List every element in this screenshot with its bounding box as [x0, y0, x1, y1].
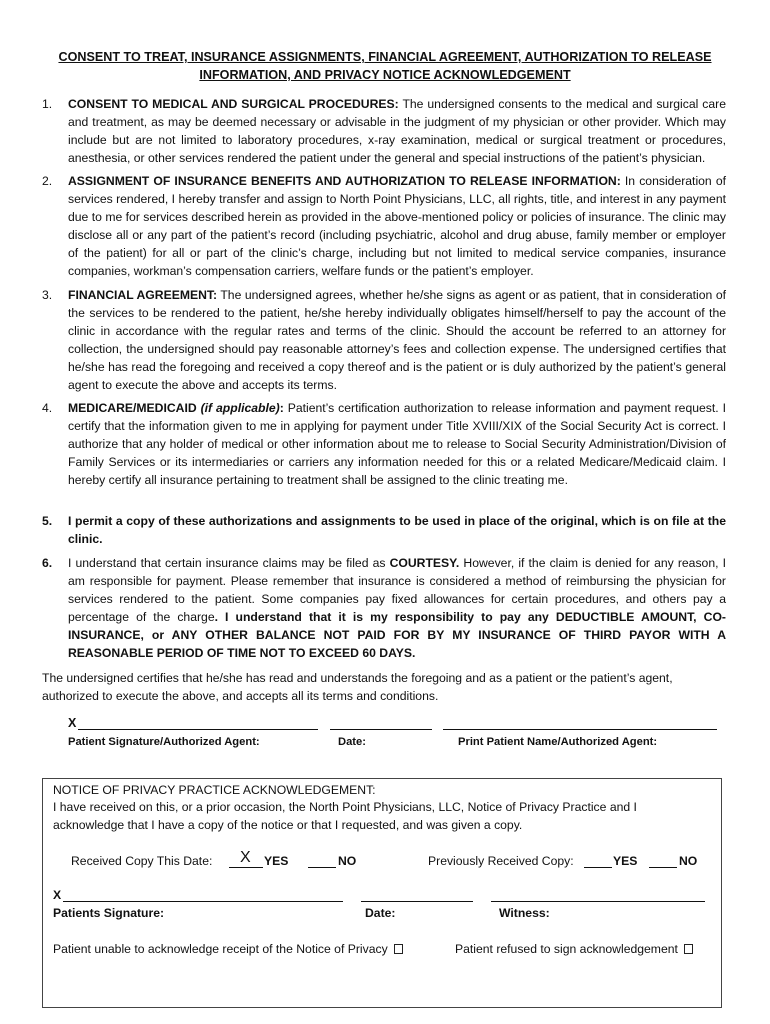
previously-yes-label: YES — [613, 854, 638, 868]
notice-date-label: Date: — [365, 906, 396, 920]
notice-heading: NOTICE OF PRIVACY PRACTICE ACKNOWLEDGEMENT: — [53, 783, 376, 797]
courtesy-word: COURTESY. — [389, 556, 460, 570]
privacy-notice-box — [42, 778, 722, 1008]
witness-line[interactable] — [491, 901, 705, 902]
section-number: 1. — [42, 97, 53, 111]
received-copy-label: Received Copy This Date: — [71, 854, 213, 868]
responsibility-statement: . I understand that it is my responsibility to pay any DEDUCTIBLE AMOUNT, CO-INSURANCE, or ANY OTHER BALANCE NOT PAID FOR BY MY INSURANCE OF THIRD PAYOR WITH A REASONABLE PERIOD OF TIME NOT TO EXCEED 60 DAYS. — [68, 610, 726, 660]
notice-text-line1: I have received on this, or a prior occasion, the North Point Physicians, LLC, Notice of Privacy Practice and I — [53, 800, 637, 814]
section-courtesy-claims — [42, 554, 726, 662]
received-no-label: NO — [338, 854, 357, 868]
section-heading-qualifier: (if applicable) — [200, 401, 280, 415]
notice-signature-x-mark: X — [53, 888, 62, 902]
section-number: 6. — [42, 556, 53, 570]
patient-signature-line[interactable] — [78, 729, 318, 730]
notice-text-line2: acknowledge that I have a copy of the notice or that I requested, and was given a copy. — [53, 818, 523, 832]
section-heading: ASSIGNMENT OF INSURANCE BENEFITS AND AUTHORIZATION TO RELEASE INFORMATION: — [68, 174, 621, 188]
section-text: The undersigned consents to the medical and surgical care and treatment, as may be deemed necessary or advisable in the judgment of my physician or other provider. Which may include but are not limited to laboratory procedures, x-ray examination, medical or surgical treatment or procedures, anesthesia, or other services rendered the patient under the general and special instructions of the patient’s physician. — [68, 97, 726, 165]
unable-acknowledge-checkbox[interactable] — [394, 944, 403, 954]
unable-acknowledge-text: Patient unable to acknowledge receipt of the Notice of Privacy — [53, 942, 388, 956]
section-medicare-medicaid — [42, 399, 726, 489]
notice-date-line[interactable] — [361, 901, 473, 902]
patients-signature-line[interactable] — [63, 901, 343, 902]
section-consent-medical — [42, 95, 726, 167]
date-line[interactable] — [330, 729, 432, 730]
section-number: 5. — [42, 514, 53, 528]
print-name-label: Print Patient Name/Authorized Agent: — [458, 736, 658, 748]
previously-no-label: NO — [679, 854, 698, 868]
print-name-line[interactable] — [443, 729, 717, 730]
section-assignment-insurance — [42, 172, 726, 280]
previously-no-blank[interactable] — [649, 867, 677, 868]
refused-sign-option — [455, 942, 693, 956]
section-text: I permit a copy of these authorizations and assignments to be used in place of the original, which is on file at the clinic. — [68, 514, 726, 546]
refused-sign-text: Patient refused to sign acknowledgement — [455, 942, 678, 956]
section-heading: CONSENT TO MEDICAL AND SURGICAL PROCEDURES: — [68, 97, 399, 111]
section-text: I understand that certain insurance claims may be filed as — [68, 556, 390, 570]
patient-signature-label: Patient Signature/Authorized Agent: — [68, 736, 260, 748]
unable-acknowledge-option — [53, 942, 403, 956]
section-text: In consideration of services rendered, I hereby transfer and assign to North Point Physicians, LLC, all rights, title, and interest in any payment due to me for services described herein as provided in the above-mentioned policy or policies of insurance. The clinic may disclose all or any part of the patient’s record (including psychiatric, alcohol and drug abuse, family member or employer of the patient) for all or part of the clinic’s charge, including but not limited to medical service companies, insurance companies, workman’s compensation carriers, welfare funds or the patient’s employer. — [68, 174, 727, 278]
received-no-blank[interactable] — [308, 867, 336, 868]
section-number: 4. — [42, 401, 53, 415]
date-label: Date: — [338, 736, 366, 748]
patients-signature-label: Patients Signature: — [53, 906, 165, 920]
section-copy-permission — [42, 512, 726, 548]
section-heading: MEDICARE/MEDICAID — [68, 401, 197, 415]
section-financial-agreement — [42, 286, 726, 394]
section-text: Patient’s certification authorization to release information and payment request. I certify that the information given to me in applying for payment under Title XVIII/XIX of the Social Security Act is correct. I authorize that any holder of medical or other information about me to release to Social Security Administration/Division of Family Services or its intermediaries or carriers any information needed for this or a related Medicare/Medicaid claim. I hereby certify all insurance pertaining to treatment shall be assigned to the clinic treating me. — [68, 401, 726, 487]
section-number: 3. — [42, 288, 53, 302]
witness-label: Witness: — [499, 906, 550, 920]
section-heading-colon: : — [279, 401, 284, 415]
previously-received-label: Previously Received Copy: — [428, 854, 574, 868]
section-text-cont: However, if the claim is denied for any reason, I am responsible for payment. Please remember that insurance is considered a method of reimbursing the physician for services rendered to the patient. Some companies pay fixed allowances for certain procedures, and others pay a percentage of the charge — [68, 556, 726, 624]
received-yes-blank[interactable] — [229, 867, 263, 868]
page-title: CONSENT TO TREAT, INSURANCE ASSIGNMENTS, FINANCIAL AGREEMENT, AUTHORIZATION TO RELEASE INFORMATION, AND PRIVACY NOTICE ACKNOWLEDGEMENT — [58, 50, 712, 82]
section-heading: FINANCIAL AGREEMENT: — [68, 288, 218, 302]
previously-yes-blank[interactable] — [584, 867, 612, 868]
received-yes-x-mark: X — [240, 849, 251, 866]
received-yes-label: YES — [264, 854, 289, 868]
certification-text: The undersigned certifies that he/she has read and understands the foregoing and as a patient or the patient’s agent, authorized to execute the above, and accepts all its terms and conditions. — [42, 671, 673, 703]
section-number: 2. — [42, 174, 53, 188]
signature-x-mark: X — [68, 716, 77, 730]
section-text: The undersigned agrees, whether he/she signs as agent or as patient, that in consideration of the services to be rendered to the patient, he/she hereby individually obligates himself/herself to pay the account of the clinic in accordance with the regular rates and terms of the clinic. Should the account be referred to an attorney for collection, the undersigned should pay reasonable attorney’s fees and collection expense. The undersigned certifies that he/she has read the foregoing and received a copy thereof and is the patient or is duly authorized by the patient’s general agent to execute the above and accepts its terms. — [68, 288, 726, 392]
refused-sign-checkbox[interactable] — [684, 944, 693, 954]
